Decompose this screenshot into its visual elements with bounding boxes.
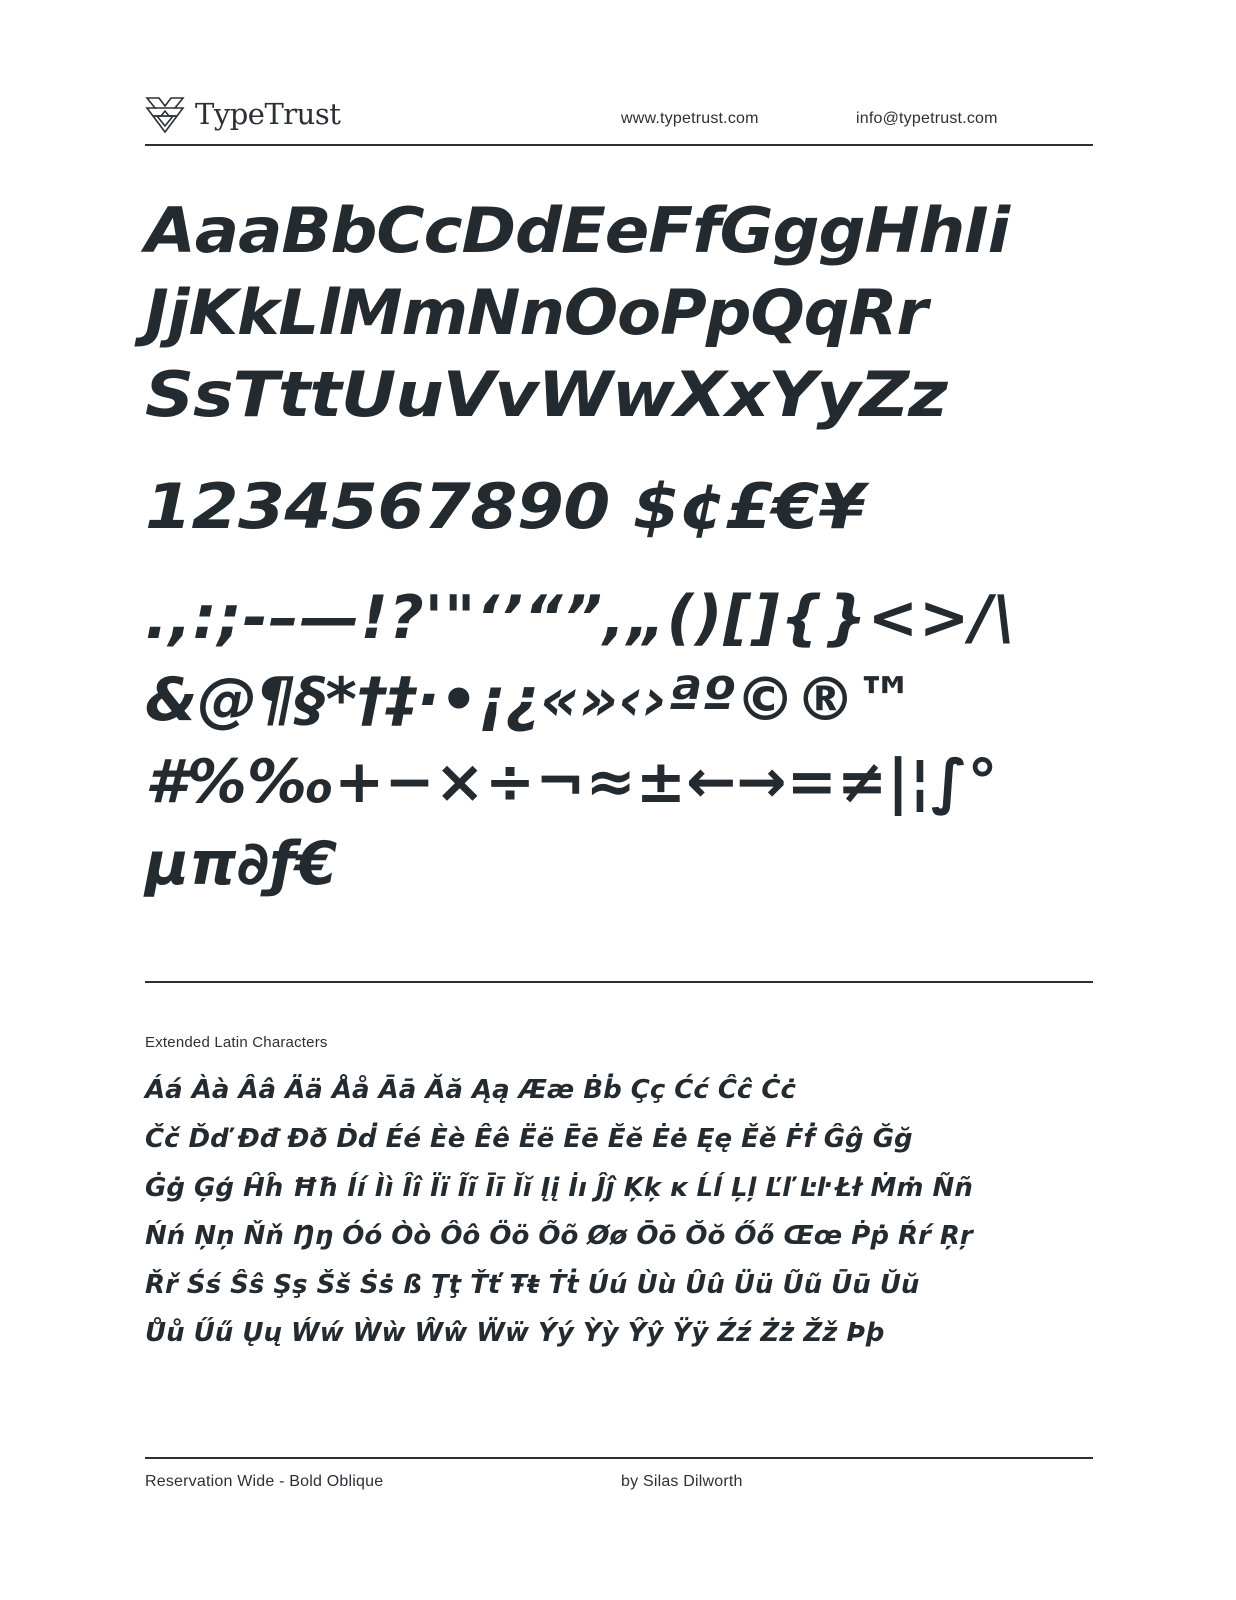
specimen-line-uppercase-lowercase-2: JjKkLlMmNnOoPpQqRr <box>145 276 927 349</box>
footer-divider <box>145 1457 1093 1459</box>
website-link[interactable]: www.typetrust.com <box>621 110 759 127</box>
typeface-name: Reservation Wide - Bold Oblique <box>145 1473 384 1490</box>
specimen-line-greek-misc: µπ∂ƒ€ <box>145 829 338 899</box>
section-divider <box>145 981 1093 983</box>
email-link[interactable]: info@typetrust.com <box>856 110 998 127</box>
designer-credit: by Silas Dilworth <box>621 1473 743 1490</box>
specimen-line-uppercase-lowercase-1: AaaBbCcDdEeFfGggHhIi <box>145 194 1010 267</box>
extended-line: Řř Śś Ŝŝ Şş Šš Ṡṡ ß Ţţ Ťť Ŧŧ Ṫṫ Úú Ùù Ûû Üü Ũũ Ūū Ŭŭ <box>145 1270 920 1300</box>
extended-line: Ńń Ņņ Ňň Ŋŋ Óó Òò Ôô Öö Õõ Øø Ōō Ŏŏ Őő Œœ Ṗṗ Ŕŕ Ŗŗ <box>145 1221 973 1251</box>
extended-line: Čč Ďď Đđ Ðð Ḋḋ Éé Èè Êê Ëë Ēē Ĕĕ Ėė Ęę Ěě Ḟḟ Ĝĝ Ğğ <box>145 1124 913 1154</box>
extended-section-label: Extended Latin Characters <box>145 1034 328 1051</box>
header-divider <box>145 144 1093 146</box>
page-header <box>145 86 1093 146</box>
specimen-line-figures-currency: 1234567890 $¢£€¥ <box>145 470 866 543</box>
brand-name: TypeTrust <box>195 96 341 131</box>
extended-line: Áá Àà Ââ Ää Åå Āā Ăă Ąą Ææ Ḃḃ Çç Ćć Ĉĉ Ċċ <box>145 1075 796 1105</box>
brand-logo[interactable] <box>145 94 340 134</box>
specimen-page <box>145 0 1093 1600</box>
extended-line: Ġġ Ģģ Ĥĥ Ħħ Íí Ìì Îî Ïï Ĩĩ Īī Ĭĭ Įį İı Ĵĵ Ķķ ĸ Ĺĺ Ļļ Ľľ Ŀŀ Łł Ṁṁ Ññ <box>145 1173 973 1203</box>
typetrust-logo-icon <box>145 94 185 134</box>
specimen-line-symbols: &@¶§*†‡·•¡¿«»‹›ªº©®™ <box>145 665 916 735</box>
specimen-line-uppercase-lowercase-3: SsTttUuVvWwXxYyZz <box>145 358 947 431</box>
specimen-line-math: #%‰+−×÷¬≈±←→=≠|¦∫° <box>145 747 998 817</box>
specimen-line-punctuation: .,:;-–—!?'"‘’“”‚„()[]{}<>/\ <box>145 583 1017 653</box>
extended-line: Ůů Űű Ųų Ẃẃ Ẁẁ Ŵŵ Ẅẅ Ýý Ỳỳ Ŷŷ Ÿÿ Źź Żż Žž Þþ <box>145 1318 885 1348</box>
